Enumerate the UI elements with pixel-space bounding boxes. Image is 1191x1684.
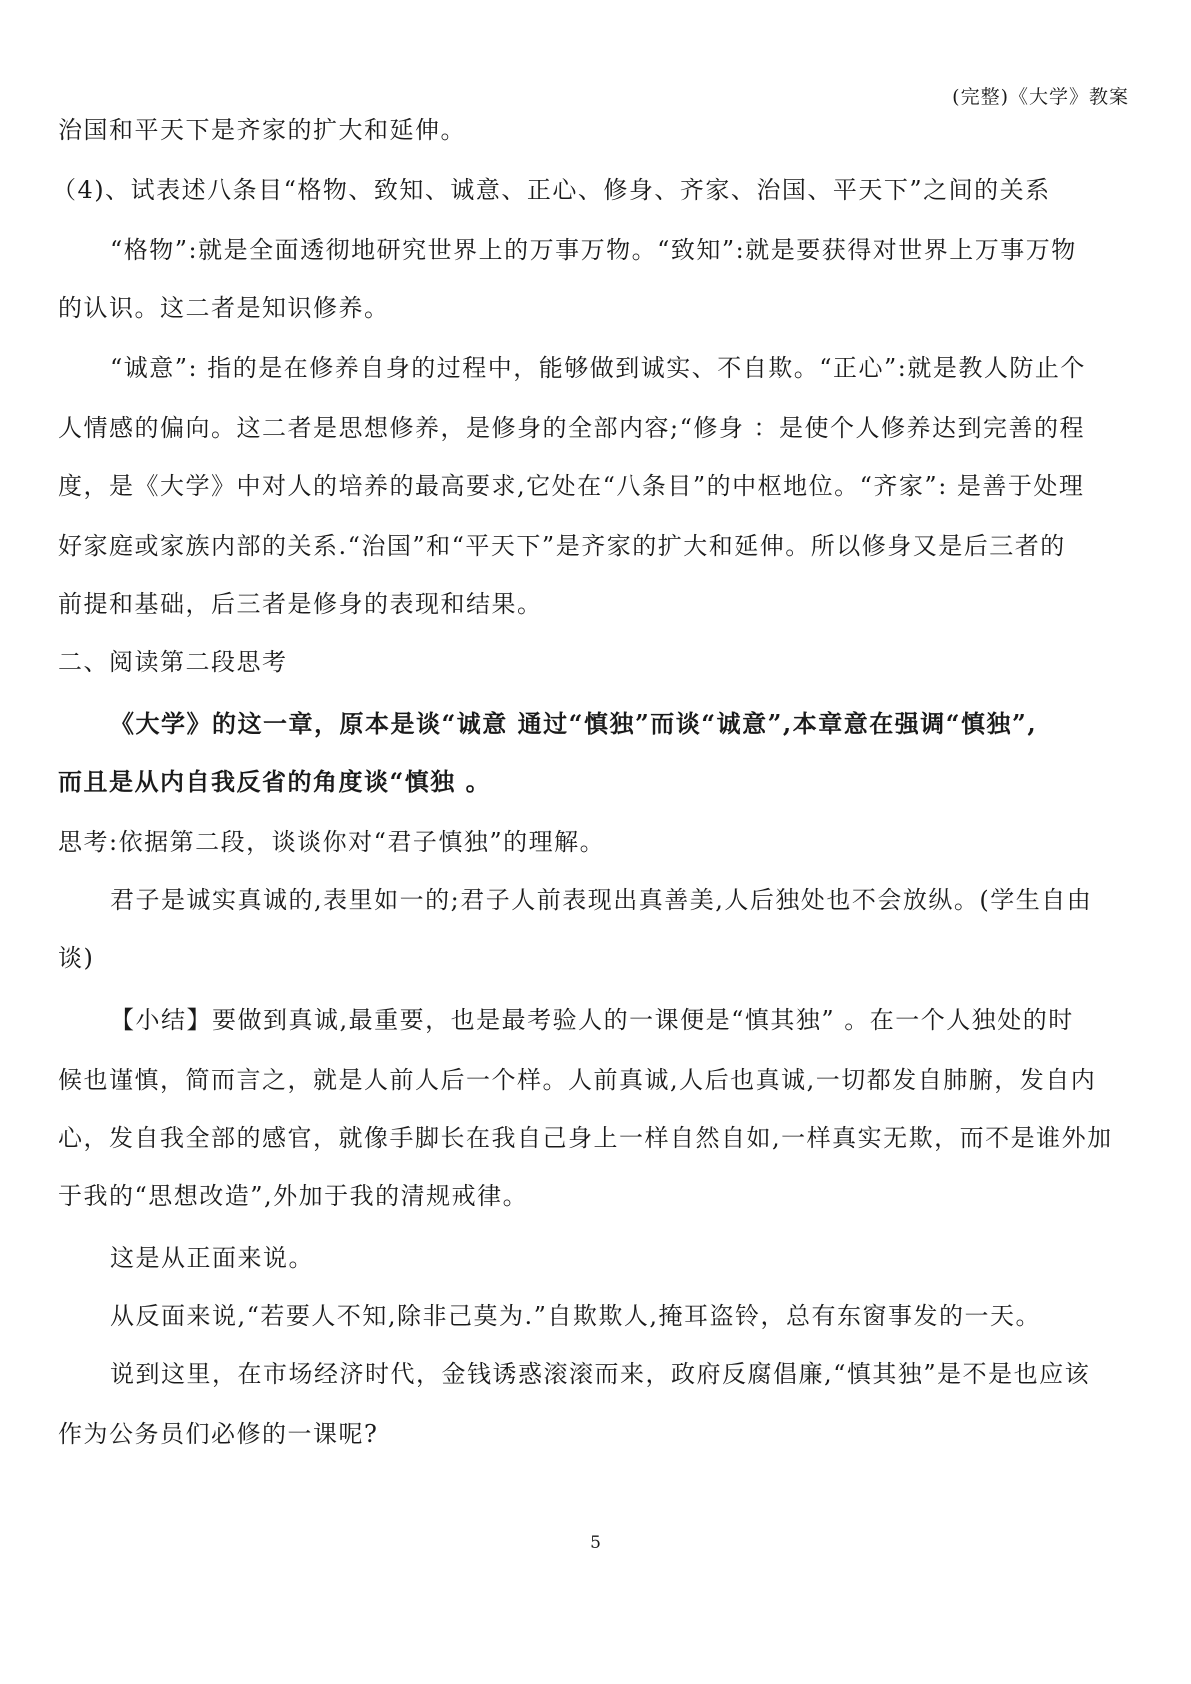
text-line: 的认识。这二者是知识修养。 — [58, 294, 390, 322]
text-line: 心，发自我全部的感官，就像手脚长在我自己身上一样自然自如,一样真实无欺，而不是谁外加 — [58, 1124, 1113, 1152]
text-line: 从反面来说,“若要人不知,除非己莫为.”自欺欺人,掩耳盗铃，总有东窗事发的一天。 — [110, 1302, 1042, 1330]
text-line: 说到这里，在市场经济时代，金钱诱惑滚滚而来，政府反腐倡廉,“慎其独”是不是也应该 — [110, 1360, 1091, 1388]
text-line: “格物”:就是全面透彻地研究世界上的万事万物。“致知”:就是要获得对世界上万事万物 — [110, 236, 1077, 264]
text-line: 【小结】要做到真诚,最重要，也是最考验人的一课便是“慎其独” 。在一个人独处的时 — [110, 1006, 1074, 1034]
section-heading: 二、阅读第二段思考 — [58, 648, 288, 676]
text-line: “诚意”: 指的是在修养自身的过程中，能够做到诚实、不自欺。“正心”:就是教人防止个 — [110, 354, 1086, 382]
section-heading: （4)、试表述八条目“格物、致知、诚意、正心、修身、齐家、治国、平天下”之间的关系 — [52, 176, 1051, 204]
text-line: 而且是从内自我反省的角度谈“慎独 。 — [58, 767, 492, 796]
text-line: 前提和基础，后三者是修身的表现和结果。 — [58, 590, 543, 618]
text-line: 候也谨慎，简而言之，就是人前人后一个样。人前真诚,人后也真诚,一切都发自肺腑，发自内 — [58, 1066, 1097, 1094]
text-line: 度，是《大学》中对人的培养的最高要求,它处在“八条目”的中枢地位。“齐家”: 是善于处理 — [58, 472, 1085, 500]
text-line: 谈) — [58, 944, 95, 972]
text-line: 《大学》的这一章，原本是谈“诚意 通过“慎独”而谈“诚意”,本章意在强调“慎独”, — [110, 709, 1038, 738]
text-line: 这是从正面来说。 — [110, 1244, 314, 1272]
text-line: 好家庭或家族内部的关系.“治国”和“平天下”是齐家的扩大和延伸。所以修身又是后三者的 — [58, 532, 1066, 560]
text-line: 治国和平天下是齐家的扩大和延伸。 — [58, 116, 466, 144]
text-line: 人情感的偏向。这二者是思想修养，是修身的全部内容;“修身 ：是使个人修养达到完善的程 — [58, 414, 1085, 442]
text-line: 于我的“思想改造”,外加于我的清规戒律。 — [58, 1182, 529, 1210]
page-header: (完整)《大学》教案 — [952, 86, 1129, 108]
page-number: 5 — [590, 1533, 601, 1553]
text-line: 作为公务员们必修的一课呢? — [58, 1420, 379, 1448]
text-line: 思考:依据第二段，谈谈你对“君子慎独”的理解。 — [58, 828, 606, 856]
text-line: 君子是诚实真诚的,表里如一的;君子人前表现出真善美,人后独处也不会放纵。(学生自由 — [110, 886, 1093, 914]
